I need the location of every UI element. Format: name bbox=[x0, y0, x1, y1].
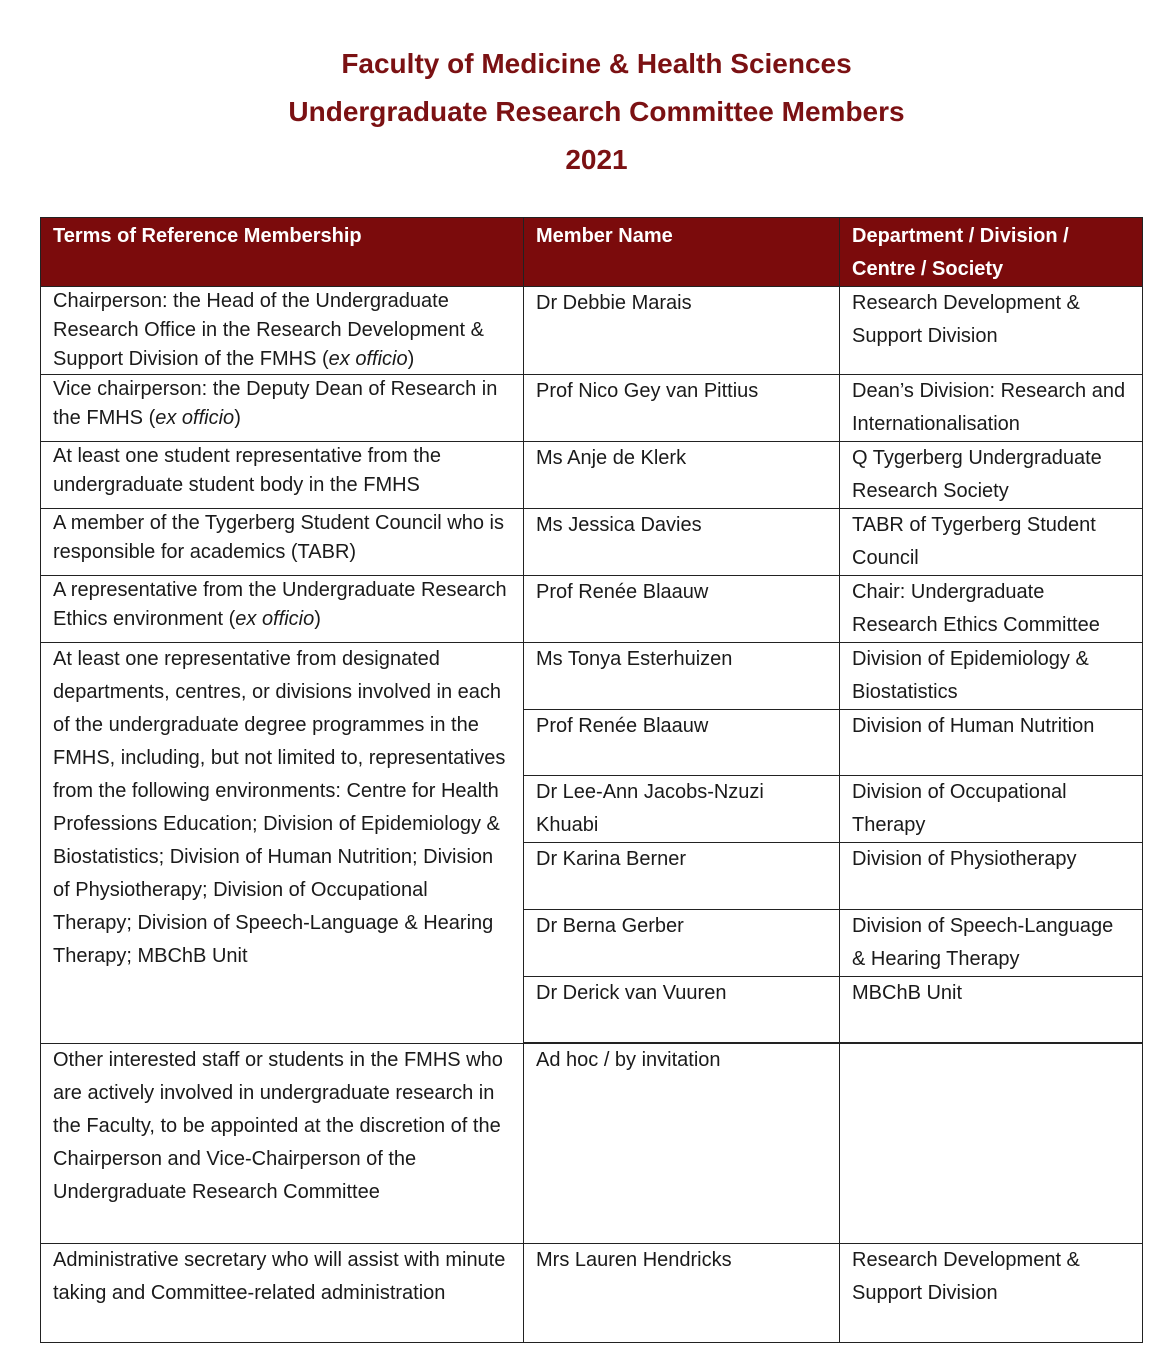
role-emphasis: ex officio bbox=[235, 608, 315, 630]
role-emphasis: ex officio bbox=[328, 348, 408, 370]
header-department: Department / Division / Centre / Society bbox=[840, 218, 1143, 287]
department-cell: Division of Physiotherapy bbox=[840, 843, 1143, 910]
member-cell: Dr Derick van Vuuren bbox=[524, 977, 840, 1043]
year-title: 2021 bbox=[565, 144, 628, 175]
role-text-end: ) bbox=[314, 608, 321, 630]
role-text: A representative from the Undergraduate Research Ethics environment ( bbox=[53, 579, 507, 630]
table-row bbox=[41, 643, 1143, 710]
role-cell bbox=[41, 375, 524, 442]
department-cell: Research Development & Support Division bbox=[840, 1244, 1143, 1343]
table-row bbox=[41, 375, 1143, 442]
table-row bbox=[41, 576, 1143, 643]
committee-members-table bbox=[40, 217, 1143, 1343]
member-cell: Dr Lee-Ann Jacobs-Nzuzi Khuabi bbox=[524, 776, 840, 843]
role-cell bbox=[41, 576, 524, 643]
table-header-row bbox=[41, 218, 1143, 287]
department-cell: Dean’s Division: Research and Internationalisation bbox=[840, 375, 1143, 442]
department-cell: Division of Epidemiology & Biostatistics bbox=[840, 643, 1143, 710]
document-title bbox=[0, 40, 1165, 184]
role-cell: Administrative secretary who will assist with minute taking and Committee-related administration bbox=[41, 1244, 524, 1343]
member-cell: Ms Tonya Esterhuizen bbox=[524, 643, 840, 710]
member-cell: Mrs Lauren Hendricks bbox=[524, 1244, 840, 1343]
department-cell: Division of Human Nutrition bbox=[840, 710, 1143, 776]
role-text: Vice chairperson: the Deputy Dean of Research in the FMHS ( bbox=[53, 378, 498, 429]
member-cell: Prof Renée Blaauw bbox=[524, 710, 840, 776]
role-cell: At least one student representative from the undergraduate student body in the FMHS bbox=[41, 442, 524, 509]
role-text-end: ) bbox=[407, 348, 415, 370]
header-member: Member Name bbox=[524, 218, 840, 287]
role-emphasis: ex officio bbox=[155, 407, 235, 429]
member-cell: Dr Karina Berner bbox=[524, 843, 840, 910]
member-cell: Ms Anje de Klerk bbox=[524, 442, 840, 509]
table-row bbox=[41, 1244, 1143, 1343]
table-row bbox=[41, 509, 1143, 576]
member-cell: Dr Berna Gerber bbox=[524, 910, 840, 977]
member-cell: Prof Nico Gey van Pittius bbox=[524, 375, 840, 442]
department-cell: Chair: Undergraduate Research Ethics Committee bbox=[840, 576, 1143, 643]
faculty-title: Faculty of Medicine & Health Sciences bbox=[341, 48, 852, 79]
department-cell: Q Tygerberg Undergraduate Research Society bbox=[840, 442, 1143, 509]
table-row bbox=[41, 442, 1143, 509]
department-cell: TABR of Tygerberg Student Council bbox=[840, 509, 1143, 576]
table-row bbox=[41, 1044, 1143, 1244]
header-terms: Terms of Reference Membership bbox=[41, 218, 524, 287]
member-cell: Ms Jessica Davies bbox=[524, 509, 840, 576]
committee-title: Undergraduate Research Committee Members bbox=[288, 96, 905, 127]
member-cell: Ad hoc / by invitation bbox=[524, 1044, 840, 1244]
role-text: Chairperson: the Head of the Undergraduate Research Office in the Research Development & Support Division of the FMHS ( bbox=[53, 290, 484, 370]
role-cell: A member of the Tygerberg Student Council who is responsible for academics (TABR) bbox=[41, 509, 524, 576]
role-cell: At least one representative from designated departments, centres, or divisions involved in each of the undergraduate degree programmes in the FMHS, including, but not limited to, representatives from the following environments: Centre for Health Professions Education; Division of Epidemiology & Biostatistics; Division of Human Nutrition; Division of Physiotherapy; Division of Occupational Therapy; Division of Speech-Language & Hearing Therapy; MBChB Unit bbox=[41, 643, 524, 1044]
department-cell: Division of Speech-Language & Hearing Therapy bbox=[840, 910, 1143, 977]
role-text-end: ) bbox=[234, 407, 241, 429]
role-cell bbox=[41, 287, 524, 375]
department-cell: Research Development & Support Division bbox=[840, 287, 1143, 375]
department-cell: MBChB Unit bbox=[840, 977, 1143, 1043]
table-row bbox=[41, 287, 1143, 375]
member-cell: Prof Renée Blaauw bbox=[524, 576, 840, 643]
department-cell bbox=[840, 1044, 1143, 1244]
department-cell: Division of Occupational Therapy bbox=[840, 776, 1143, 843]
role-cell: Other interested staff or students in the FMHS who are actively involved in undergraduate research in the Faculty, to be appointed at the discretion of the Chairperson and Vice-Chairperson of the Undergraduate Research Committee bbox=[41, 1044, 524, 1244]
member-cell: Dr Debbie Marais bbox=[524, 287, 840, 375]
